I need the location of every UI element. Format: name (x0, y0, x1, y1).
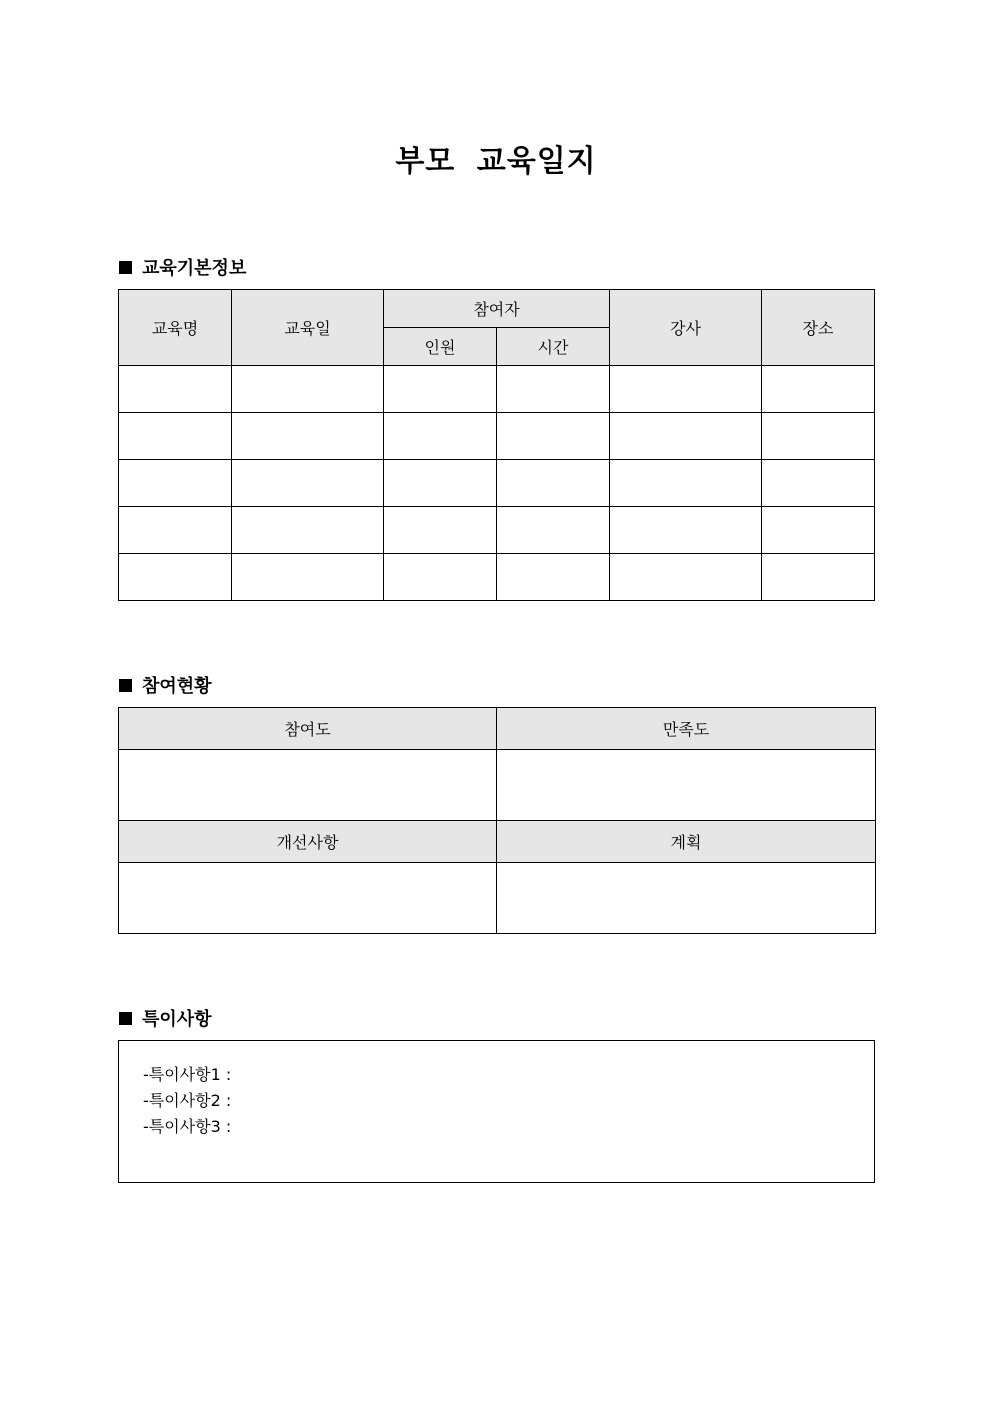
header-education-name: 교육명 (119, 290, 232, 366)
header-satisfaction: 만족도 (497, 708, 876, 750)
section-heading-label: 특이사항 (142, 1009, 212, 1030)
table-cell[interactable] (762, 413, 875, 460)
table-cell[interactable] (762, 460, 875, 507)
section-heading-label: 참여현황 (142, 676, 212, 697)
table-cell[interactable] (232, 507, 384, 554)
header-instructor: 강사 (610, 290, 762, 366)
special-notes-box[interactable] (118, 1040, 875, 1183)
table-cell[interactable] (384, 507, 497, 554)
table-cell[interactable] (232, 366, 384, 413)
square-bullet-icon (119, 1012, 132, 1025)
table-cell[interactable] (497, 366, 610, 413)
table-cell[interactable] (119, 554, 232, 601)
plan-field[interactable] (497, 863, 876, 934)
participation-table (118, 707, 876, 934)
table-cell[interactable] (384, 413, 497, 460)
square-bullet-icon (119, 261, 132, 274)
header-participation: 참여도 (119, 708, 497, 750)
table-row (119, 366, 875, 413)
basic-info-table (118, 289, 875, 601)
table-cell[interactable] (232, 460, 384, 507)
satisfaction-field[interactable] (497, 750, 876, 821)
table-cell[interactable] (762, 507, 875, 554)
header-participants: 참여자 (384, 290, 610, 328)
table-cell[interactable] (232, 554, 384, 601)
section-heading-label: 교육기본정보 (142, 258, 247, 279)
header-participant-time: 시간 (497, 328, 610, 366)
table-cell[interactable] (119, 413, 232, 460)
table-cell[interactable] (119, 507, 232, 554)
table-row (119, 413, 875, 460)
special-note-3: -특이사항3 : (143, 1117, 232, 1136)
table-cell[interactable] (610, 366, 762, 413)
table-cell[interactable] (610, 507, 762, 554)
improvements-field[interactable] (119, 863, 497, 934)
table-cell[interactable] (119, 460, 232, 507)
special-note-2: -특이사항2 : (143, 1091, 232, 1110)
table-cell[interactable] (497, 413, 610, 460)
section-heading-special-notes (119, 1005, 212, 1031)
table-cell[interactable] (610, 554, 762, 601)
header-improvements: 개선사항 (119, 821, 497, 863)
header-participant-count: 인원 (384, 328, 497, 366)
table-cell[interactable] (762, 366, 875, 413)
table-cell[interactable] (384, 460, 497, 507)
section-heading-basic-info (119, 254, 246, 280)
header-place: 장소 (762, 290, 875, 366)
table-cell[interactable] (384, 366, 497, 413)
table-cell[interactable] (119, 366, 232, 413)
table-cell[interactable] (497, 460, 610, 507)
page-title: 부모 교육일지 (395, 144, 597, 179)
table-cell[interactable] (610, 460, 762, 507)
square-bullet-icon (119, 679, 132, 692)
section-heading-participation (119, 672, 212, 698)
participation-field[interactable] (119, 750, 497, 821)
table-cell[interactable] (384, 554, 497, 601)
table-row (119, 507, 875, 554)
table-cell[interactable] (762, 554, 875, 601)
table-cell[interactable] (610, 413, 762, 460)
table-cell[interactable] (497, 554, 610, 601)
table-cell[interactable] (232, 413, 384, 460)
header-education-date: 교육일 (232, 290, 384, 366)
header-plan: 계획 (497, 821, 876, 863)
table-row (119, 460, 875, 507)
table-row (119, 554, 875, 601)
table-cell[interactable] (497, 507, 610, 554)
special-note-1: -특이사항1 : (143, 1065, 232, 1084)
